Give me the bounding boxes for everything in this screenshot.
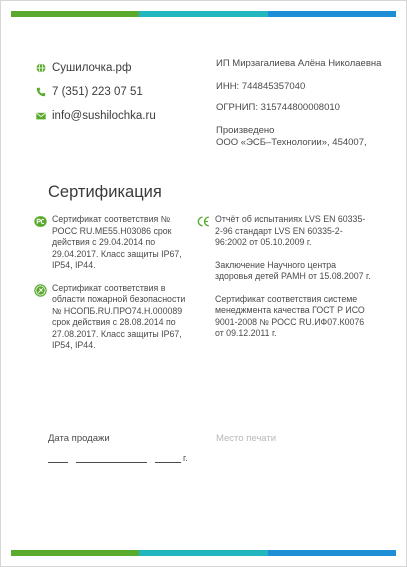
year-suffix: г. (183, 453, 188, 463)
manufacturer-label: Произведено (216, 124, 275, 136)
certificate-item (197, 214, 372, 249)
year-blank[interactable] (155, 452, 181, 463)
certificate-item (197, 260, 372, 283)
sale-date-fields (48, 452, 188, 463)
certificate-item (197, 294, 372, 340)
day-blank[interactable] (48, 452, 68, 463)
manufacturer-name: ООО «ЭСБ–Технологии», 454007, (216, 137, 367, 148)
rst-mark-icon (34, 215, 47, 228)
fire-safety-icon (34, 284, 47, 297)
contacts-block (36, 58, 201, 130)
phone-icon (36, 87, 46, 97)
company-ogrnip: ОГРНИП: 315744800008010 (216, 102, 340, 113)
certificates-right-column (197, 214, 372, 351)
certification-title: Сертификация (48, 183, 162, 201)
top-color-stripe (11, 11, 396, 17)
manufacturer (216, 125, 386, 150)
certificate-text: Сертификат соответствия в области пожарной безопасности № НСОПБ.RU.ПРО74.Н.000089 срок действия с 28.08.2014 по 27.08.2017. Класс защиты IP67, IP54, IP44. (52, 282, 186, 350)
company-info (216, 58, 386, 160)
certificate-text: Заключение Научного центра здоровья детей РАМН от 15.08.2007 г. (215, 259, 371, 281)
company-inn: ИНН: 744845357040 (216, 80, 306, 92)
mail-icon (36, 111, 46, 121)
stripe-blue (268, 11, 396, 17)
certificates-left-column (34, 214, 194, 363)
contact-website-text: Сушилочка.рф (52, 62, 132, 74)
contact-phone[interactable] (36, 82, 201, 102)
stamp-place-label: Место печати (216, 433, 277, 444)
ce-mark-icon (197, 215, 210, 228)
globe-icon (36, 63, 46, 73)
stripe-blue (268, 550, 396, 556)
stripe-teal (139, 550, 267, 556)
contact-email[interactable] (36, 106, 201, 126)
certificate-text: Отчёт об испытаниях LVS EN 60335-2-96 стандарт LVS EN 60335-2-96:2002 от 05.10.2009 г. (215, 214, 366, 247)
contact-email-text: info@sushilochka.ru (52, 110, 156, 122)
month-blank[interactable] (76, 452, 147, 463)
certificate-text: Сертификат соответствия системе менеджмента качества ГОСТ Р ИСО 9001-2008 № РОСС RU.ИФ07.К0076 от 09.12.2011 г. (215, 293, 365, 338)
company-name: ИП Мирзагалиева Алёна Николаевна (216, 58, 382, 69)
certificate-item (34, 283, 194, 352)
contact-website[interactable] (36, 58, 201, 78)
contact-phone-text: 7 (351) 223 07 51 (52, 86, 143, 98)
stripe-green (11, 550, 139, 556)
bottom-color-stripe (11, 550, 396, 556)
certificate-item (34, 214, 194, 272)
stripe-teal (139, 11, 267, 17)
certificate-text: Сертификат соответствия № РОСС RU.ME55.H03086 срок действия с 29.04.2014 по 29.04.2017. Класс защиты IP67, IP54, IP44. (52, 214, 182, 270)
stripe-green (11, 11, 139, 17)
sale-date-label: Дата продажи (48, 433, 110, 444)
